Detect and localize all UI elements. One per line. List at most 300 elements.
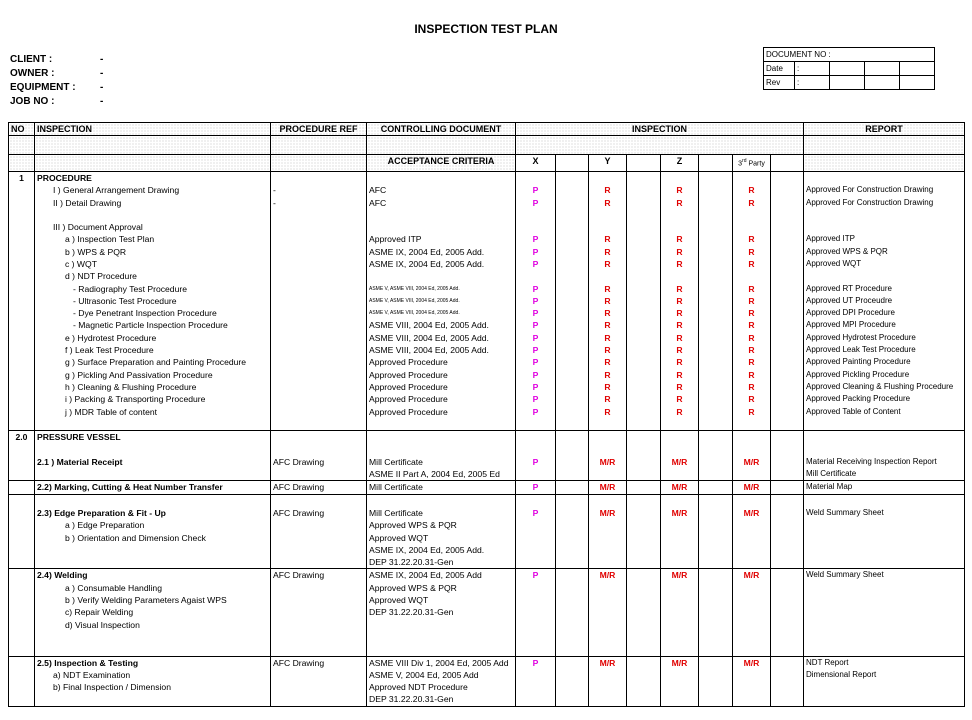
cell-inspection: 2.5) Inspection & Testing: [35, 656, 271, 669]
cell-third-party: R: [733, 406, 771, 418]
cell-gap: [556, 283, 589, 295]
cell-gap: [771, 431, 804, 444]
cell-controlling-document: Approved Procedure: [367, 381, 516, 393]
cell-report: Approved Painting Procedure: [804, 356, 965, 368]
cell-z: R: [661, 356, 699, 368]
table-row: [9, 406, 965, 418]
cell-gap: [556, 221, 589, 233]
cell-report: [804, 643, 965, 656]
cell-z: [661, 556, 699, 569]
cell-gap: [556, 456, 589, 468]
table-row: [9, 507, 965, 519]
table-row: [9, 443, 965, 455]
cell-controlling-document: Approved Procedure: [367, 406, 516, 418]
cell-y: M/R: [589, 481, 627, 494]
cell-y: R: [589, 246, 627, 258]
col-acceptance-criteria: ACCEPTANCE CRITERIA: [367, 155, 516, 172]
cell-gap: [699, 246, 733, 258]
cell-y: [589, 209, 627, 221]
cell-y: R: [589, 356, 627, 368]
cell-gap: [699, 443, 733, 455]
cell-gap: [699, 643, 733, 656]
cell-y: [589, 594, 627, 606]
table-row: [9, 594, 965, 606]
cell-report: Approved Table of Content: [804, 406, 965, 418]
cell-z: R: [661, 344, 699, 356]
cell-z: [661, 221, 699, 233]
cell-gap: [771, 246, 804, 258]
cell-gap: [627, 393, 661, 405]
cell-inspection: a ) Consumable Handling: [35, 582, 271, 594]
header-field-value: -: [100, 54, 104, 65]
cell-z: R: [661, 319, 699, 331]
cell-y: R: [589, 307, 627, 319]
cell-z: R: [661, 393, 699, 405]
cell-controlling-document: Approved WQT: [367, 532, 516, 544]
cell-z: M/R: [661, 569, 699, 582]
cell-procedure-ref: AFC Drawing: [271, 569, 367, 582]
cell-x: P: [516, 507, 556, 519]
rev-colon: :: [795, 76, 830, 90]
cell-inspection: [35, 209, 271, 221]
cell-y: [589, 582, 627, 594]
cell-gap: [699, 283, 733, 295]
cell-gap: [699, 221, 733, 233]
cell-third-party: R: [733, 307, 771, 319]
cell-third-party: R: [733, 295, 771, 307]
cell-x: P: [516, 258, 556, 270]
cell-procedure-ref: AFC Drawing: [271, 656, 367, 669]
cell-x: [516, 431, 556, 444]
cell-report: [804, 532, 965, 544]
cell-no: [9, 369, 35, 381]
header-field-row: [10, 81, 103, 95]
cell-gap: [699, 209, 733, 221]
cell-report: Approved DPI Procedure: [804, 307, 965, 319]
cell-third-party: [733, 606, 771, 618]
inspection-table: [8, 122, 965, 707]
table-row: [9, 369, 965, 381]
header-field-label: OWNER :: [10, 68, 55, 79]
cell-gap: [627, 619, 661, 631]
cell-controlling-document: [367, 443, 516, 455]
cell-third-party: R: [733, 197, 771, 209]
cell-x: [516, 221, 556, 233]
cell-z: R: [661, 369, 699, 381]
cell-report: Approved Pickling Procedure: [804, 369, 965, 381]
cell-report: Approved Hydrotest Procedure: [804, 332, 965, 344]
cell-gap: [699, 468, 733, 481]
cell-gap: [627, 197, 661, 209]
rev-label: Rev: [764, 76, 795, 90]
table-row: [9, 643, 965, 656]
cell-third-party: R: [733, 184, 771, 196]
cell-third-party: R: [733, 393, 771, 405]
cell-controlling-document: ASME IX, 2004 Ed, 2005 Add.: [367, 258, 516, 270]
cell-no: [9, 443, 35, 455]
cell-no: [9, 295, 35, 307]
cell-gap: [771, 319, 804, 331]
col-procedure-ref: PROCEDURE REF: [271, 123, 367, 136]
cell-third-party: [733, 693, 771, 706]
cell-controlling-document: Approved Procedure: [367, 356, 516, 368]
cell-z: [661, 544, 699, 556]
cell-report: [804, 221, 965, 233]
cell-y: [589, 443, 627, 455]
cell-procedure-ref: [271, 209, 367, 221]
cell-y: [589, 544, 627, 556]
cell-no: [9, 656, 35, 669]
table-row: [9, 197, 965, 209]
table-row: [9, 418, 965, 431]
cell-report: Approved Packing Procedure: [804, 393, 965, 405]
cell-controlling-document: Approved ITP: [367, 233, 516, 245]
cell-third-party: R: [733, 283, 771, 295]
cell-y: R: [589, 344, 627, 356]
cell-controlling-document: Approved NDT Procedure: [367, 681, 516, 693]
cell-inspection: 2.2) Marking, Cutting & Heat Number Transfer: [35, 481, 271, 494]
cell-third-party: [733, 582, 771, 594]
cell-x: [516, 270, 556, 282]
cell-gap: [771, 197, 804, 209]
cell-gap: [771, 481, 804, 494]
cell-report: Approved WQT: [804, 258, 965, 270]
cell-gap: [771, 418, 804, 431]
cell-controlling-document: Approved WPS & PQR: [367, 519, 516, 531]
cell-gap: [556, 332, 589, 344]
cell-y: M/R: [589, 569, 627, 582]
table-row: [9, 381, 965, 393]
cell-inspection: [35, 693, 271, 706]
cell-z: R: [661, 307, 699, 319]
cell-gap: [699, 184, 733, 196]
cell-gap: [771, 283, 804, 295]
cell-no: [9, 507, 35, 519]
cell-gap: [699, 556, 733, 569]
table-row: [9, 283, 965, 295]
cell-procedure-ref: [271, 606, 367, 618]
cell-inspection: e ) Hydrotest Procedure: [35, 332, 271, 344]
cell-gap: [699, 631, 733, 643]
cell-y: [589, 681, 627, 693]
table-row: [9, 544, 965, 556]
cell-controlling-document: Mill Certificate: [367, 456, 516, 468]
cell-z: [661, 431, 699, 444]
cell-third-party: R: [733, 258, 771, 270]
cell-z: R: [661, 197, 699, 209]
date-cell-1: [830, 62, 865, 76]
cell-gap: [627, 443, 661, 455]
date-colon: :: [795, 62, 830, 76]
cell-x: [516, 171, 556, 184]
cell-z: [661, 693, 699, 706]
cell-x: P: [516, 569, 556, 582]
cell-inspection: [35, 643, 271, 656]
cell-z: M/R: [661, 456, 699, 468]
cell-gap: [771, 693, 804, 706]
cell-controlling-document: ASME V, ASME VIII, 2004 Ed, 2005 Add.: [367, 307, 516, 319]
cell-x: P: [516, 233, 556, 245]
cell-gap: [627, 283, 661, 295]
cell-gap: [556, 406, 589, 418]
cell-gap: [627, 221, 661, 233]
rev-cell-3: [900, 76, 935, 90]
cell-controlling-document: AFC: [367, 197, 516, 209]
cell-inspection: h ) Cleaning & Flushing Procedure: [35, 381, 271, 393]
cell-y: [589, 643, 627, 656]
table-row: [9, 532, 965, 544]
cell-x: P: [516, 344, 556, 356]
cell-procedure-ref: [271, 532, 367, 544]
cell-procedure-ref: [271, 295, 367, 307]
cell-no: [9, 258, 35, 270]
cell-procedure-ref: [271, 468, 367, 481]
cell-gap: [771, 669, 804, 681]
cell-x: [516, 669, 556, 681]
cell-gap: [627, 319, 661, 331]
cell-z: R: [661, 258, 699, 270]
cell-no: [9, 332, 35, 344]
cell-inspection: a ) Inspection Test Plan: [35, 233, 271, 245]
cell-inspection: 2.3) Edge Preparation & Fit - Up: [35, 507, 271, 519]
table-row: [9, 307, 965, 319]
cell-inspection: f ) Leak Test Procedure: [35, 344, 271, 356]
table-row: [9, 295, 965, 307]
cell-gap: [771, 406, 804, 418]
cell-third-party: [733, 443, 771, 455]
col-inspection-group: INSPECTION: [516, 123, 804, 136]
cell-gap: [627, 656, 661, 669]
cell-third-party: [733, 544, 771, 556]
cell-z: [661, 418, 699, 431]
cell-gap: [699, 418, 733, 431]
page-title: INSPECTION TEST PLAN: [414, 22, 558, 36]
cell-third-party: [733, 221, 771, 233]
cell-gap: [556, 582, 589, 594]
cell-procedure-ref: [271, 406, 367, 418]
cell-y: M/R: [589, 507, 627, 519]
cell-controlling-document: ASME II Part A, 2004 Ed, 2005 Ed: [367, 468, 516, 481]
cell-third-party: [733, 171, 771, 184]
cell-z: [661, 594, 699, 606]
cell-report: [804, 693, 965, 706]
header-field-row: [10, 95, 103, 109]
cell-gap: [771, 556, 804, 569]
cell-controlling-document: Approved Procedure: [367, 369, 516, 381]
cell-no: [9, 681, 35, 693]
cell-z: R: [661, 283, 699, 295]
cell-gap: [556, 246, 589, 258]
cell-no: [9, 619, 35, 631]
cell-procedure-ref: AFC Drawing: [271, 456, 367, 468]
cell-third-party: [733, 669, 771, 681]
cell-third-party: [733, 681, 771, 693]
cell-third-party: R: [733, 319, 771, 331]
cell-gap: [699, 619, 733, 631]
date-cell-3: [900, 62, 935, 76]
cell-gap: [556, 656, 589, 669]
table-row: [9, 519, 965, 531]
cell-z: [661, 171, 699, 184]
cell-gap: [771, 270, 804, 282]
cell-y: R: [589, 258, 627, 270]
cell-inspection: b ) Verify Welding Parameters Agaist WPS: [35, 594, 271, 606]
cell-gap: [699, 307, 733, 319]
cell-z: R: [661, 332, 699, 344]
cell-third-party: [733, 418, 771, 431]
cell-x: P: [516, 369, 556, 381]
cell-inspection: [35, 556, 271, 569]
cell-report: Material Receiving Inspection Report: [804, 456, 965, 468]
cell-z: [661, 681, 699, 693]
cell-gap: [627, 258, 661, 270]
col-inspection: INSPECTION: [35, 123, 271, 136]
cell-y: [589, 669, 627, 681]
table-row: [9, 356, 965, 368]
cell-no: [9, 643, 35, 656]
cell-gap: [556, 681, 589, 693]
cell-z: [661, 443, 699, 455]
cell-no: [9, 481, 35, 494]
cell-gap: [771, 381, 804, 393]
cell-third-party: [733, 619, 771, 631]
cell-gap: [699, 594, 733, 606]
cell-x: [516, 619, 556, 631]
cell-gap: [771, 519, 804, 531]
header-field-value: -: [100, 96, 104, 107]
cell-x: P: [516, 283, 556, 295]
cell-no: [9, 544, 35, 556]
cell-gap: [627, 431, 661, 444]
cell-inspection: III ) Document Approval: [35, 221, 271, 233]
cell-gap: [699, 544, 733, 556]
cell-gap: [627, 494, 661, 507]
cell-no: [9, 233, 35, 245]
cell-gap: [627, 381, 661, 393]
cell-gap: [627, 569, 661, 582]
cell-no: [9, 393, 35, 405]
cell-third-party: M/R: [733, 656, 771, 669]
cell-y: R: [589, 233, 627, 245]
cell-x: P: [516, 656, 556, 669]
cell-y: [589, 532, 627, 544]
table-row: [9, 209, 965, 221]
cell-controlling-document: ASME VIII, 2004 Ed, 2005 Add.: [367, 319, 516, 331]
cell-gap: [771, 619, 804, 631]
cell-z: [661, 643, 699, 656]
cell-gap: [699, 258, 733, 270]
rev-cell-1: [830, 76, 865, 90]
cell-procedure-ref: [271, 619, 367, 631]
cell-gap: [627, 246, 661, 258]
table-row: [9, 184, 965, 196]
cell-procedure-ref: [271, 221, 367, 233]
cell-no: [9, 356, 35, 368]
col-controlling-document: CONTROLLING DOCUMENT: [367, 123, 516, 136]
document-no-label: DOCUMENT NO :: [764, 48, 935, 62]
cell-x: [516, 681, 556, 693]
cell-procedure-ref: -: [271, 184, 367, 196]
cell-gap: [699, 369, 733, 381]
cell-report: Approved Cleaning & Flushing Procedure: [804, 381, 965, 393]
cell-third-party: [733, 532, 771, 544]
cell-inspection: c) Repair Welding: [35, 606, 271, 618]
cell-procedure-ref: [271, 283, 367, 295]
cell-gap: [556, 258, 589, 270]
table-row: [9, 681, 965, 693]
cell-gap: [771, 544, 804, 556]
cell-procedure-ref: [271, 356, 367, 368]
cell-y: [589, 556, 627, 569]
cell-gap: [556, 519, 589, 531]
cell-controlling-document: AFC: [367, 184, 516, 196]
header-field-label: JOB NO :: [10, 96, 55, 107]
table-row: [9, 171, 965, 184]
cell-x: [516, 443, 556, 455]
cell-third-party: M/R: [733, 456, 771, 468]
cell-no: 2.0: [9, 431, 35, 444]
cell-controlling-document: Approved WQT: [367, 594, 516, 606]
cell-gap: [556, 319, 589, 331]
cell-controlling-document: Mill Certificate: [367, 507, 516, 519]
cell-gap: [556, 619, 589, 631]
cell-x: P: [516, 481, 556, 494]
cell-gap: [556, 494, 589, 507]
cell-controlling-document: [367, 270, 516, 282]
cell-z: M/R: [661, 656, 699, 669]
cell-x: [516, 544, 556, 556]
cell-z: [661, 209, 699, 221]
cell-gap: [556, 171, 589, 184]
cell-inspection: j ) MDR Table of content: [35, 406, 271, 418]
cell-gap: [556, 184, 589, 196]
table-row: [9, 556, 965, 569]
cell-x: [516, 643, 556, 656]
cell-third-party: [733, 631, 771, 643]
cell-gap: [699, 681, 733, 693]
rev-cell-2: [865, 76, 900, 90]
cell-procedure-ref: [271, 344, 367, 356]
cell-x: P: [516, 332, 556, 344]
cell-gap: [627, 184, 661, 196]
cell-report: Weld Summary Sheet: [804, 569, 965, 582]
cell-x: [516, 209, 556, 221]
cell-gap: [771, 295, 804, 307]
cell-gap: [771, 443, 804, 455]
cell-report: NDT Report: [804, 656, 965, 669]
cell-procedure-ref: [271, 319, 367, 331]
cell-no: [9, 556, 35, 569]
cell-gap: [699, 344, 733, 356]
cell-controlling-document: [367, 619, 516, 631]
cell-controlling-document: [367, 418, 516, 431]
cell-report: [804, 443, 965, 455]
cell-gap: [699, 431, 733, 444]
cell-procedure-ref: [271, 418, 367, 431]
cell-y: R: [589, 319, 627, 331]
cell-inspection: 2.4) Welding: [35, 569, 271, 582]
cell-gap: [556, 270, 589, 282]
cell-inspection: II ) Detail Drawing: [35, 197, 271, 209]
cell-y: R: [589, 381, 627, 393]
cell-gap: [699, 507, 733, 519]
cell-controlling-document: ASME V, ASME VIII, 2004 Ed, 2005 Add.: [367, 283, 516, 295]
cell-z: [661, 619, 699, 631]
cell-y: [589, 606, 627, 618]
cell-x: [516, 418, 556, 431]
cell-gap: [627, 544, 661, 556]
cell-gap: [699, 582, 733, 594]
